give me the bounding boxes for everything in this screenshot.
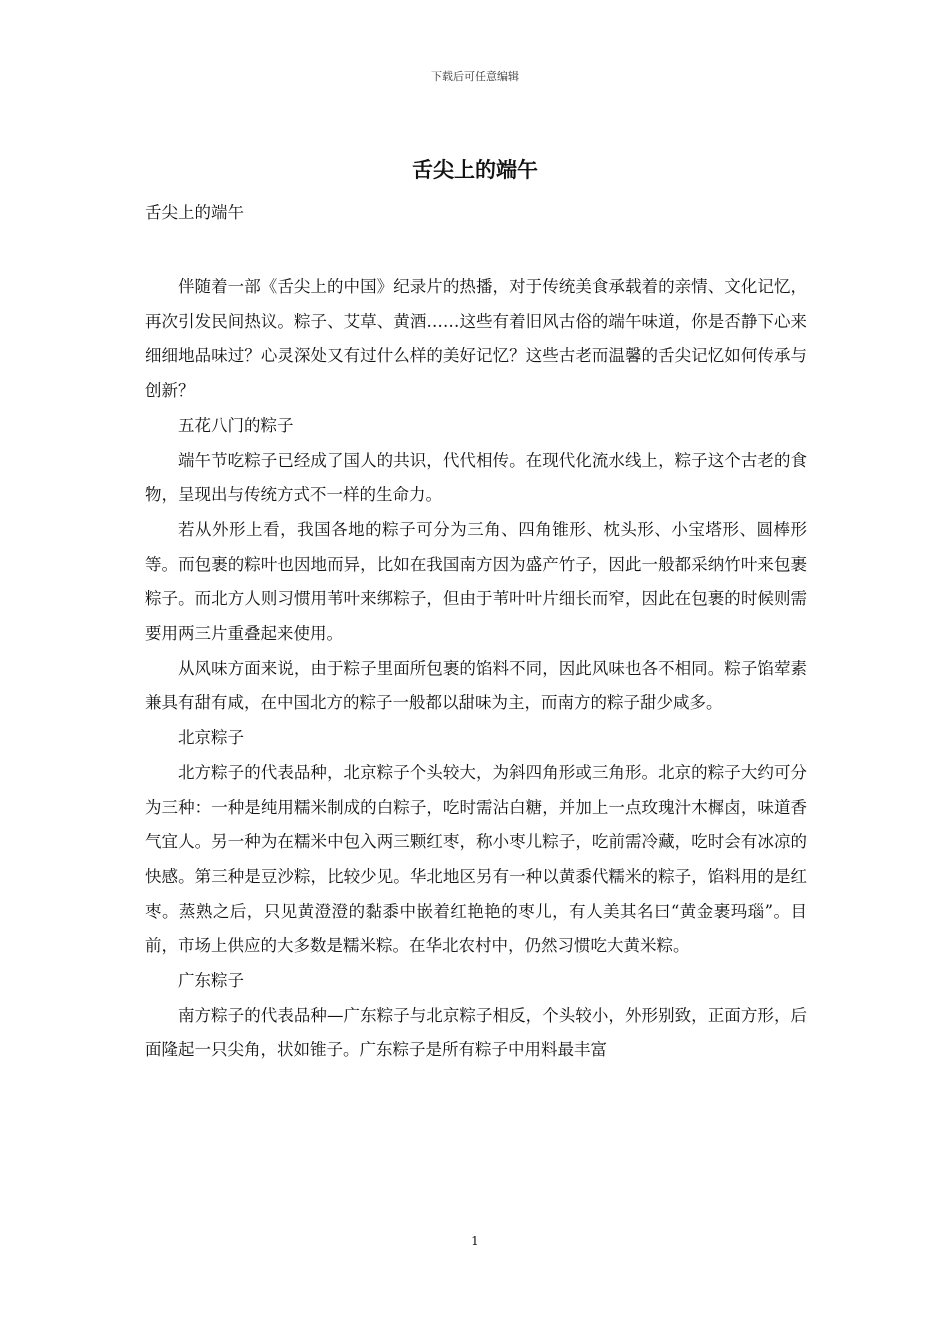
paragraph: 北方粽子的代表品种，北京粽子个头较大，为斜四角形或三角形。北京的粽子大约可分为三种：一种是纯用糯米制成的白粽子，吃时需沾白糖，并加上一点玫瑰汁木樨卤，味道香气宜人。另一种为在糯米中包入两三颗红枣，称小枣儿粽子，吃前需冷藏，吃时会有冰凉的快感。第三种是豆沙粽，比较少见。华北地区另有一种以黄黍代糯米的粽子，馅料用的是红枣。蒸熟之后，只见黄澄澄的黏黍中嵌着红艳艳的枣儿，有人美其名曰“黄金裹玛瑙”。目前，市场上供应的大多数是糯米粽。在华北农村中，仍然习惯吃大黄米粽。 — [145, 762, 807, 956]
header-note: 下载后可任意编辑 — [431, 70, 519, 83]
document-body — [145, 270, 807, 1068]
paragraph: 从风味方面来说，由于粽子里面所包裹的馅料不同，因此风味也各不相同。粽子馅荤素兼具有甜有咸，在中国北方的粽子一般都以甜味为主，而南方的粽子甜少咸多。 — [145, 658, 807, 713]
section-heading-zongzi-varieties: 五花八门的粽子 — [178, 415, 294, 435]
page-number: 1 — [471, 1234, 479, 1248]
document-subtitle: 舌尖上的端午 — [145, 203, 244, 222]
paragraph: 南方粽子的代表品种—广东粽子与北京粽子相反，个头较小，外形别致，正面方形，后面隆起一只尖角，状如锥子。广东粽子是所有粽子中用料最丰富 — [145, 1005, 807, 1060]
page-title: 舌尖上的端午 — [412, 157, 538, 182]
paragraph: 若从外形上看，我国各地的粽子可分为三角、四角锥形、枕头形、小宝塔形、圆棒形等。而包裹的粽叶也因地而异，比如在我国南方因为盛产竹子，因此一般都采纳竹叶来包裹粽子。而北方人则习惯用苇叶来绑粽子，但由于苇叶叶片细长而窄，因此在包裹的时候则需要用两三片重叠起来使用。 — [145, 519, 807, 644]
section-heading-beijing-zongzi: 北京粽子 — [178, 728, 244, 748]
paragraph-intro: 伴随着一部《舌尖上的中国》纪录片的热播，对于传统美食承载着的亲情、文化记忆，再次引发民间热议。粽子、艾草、黄酒……这些有着旧风古俗的端午味道，你是否静下心来细细地品味过？心灵深处又有过什么样的美好记忆？这些古老而温馨的舌尖记忆如何传承与创新？ — [145, 277, 807, 401]
paragraph: 端午节吃粽子已经成了国人的共识，代代相传。在现代化流水线上，粽子这个古老的食物，呈现出与传统方式不一样的生命力。 — [145, 450, 807, 505]
section-heading-guangdong-zongzi: 广东粽子 — [178, 971, 244, 991]
